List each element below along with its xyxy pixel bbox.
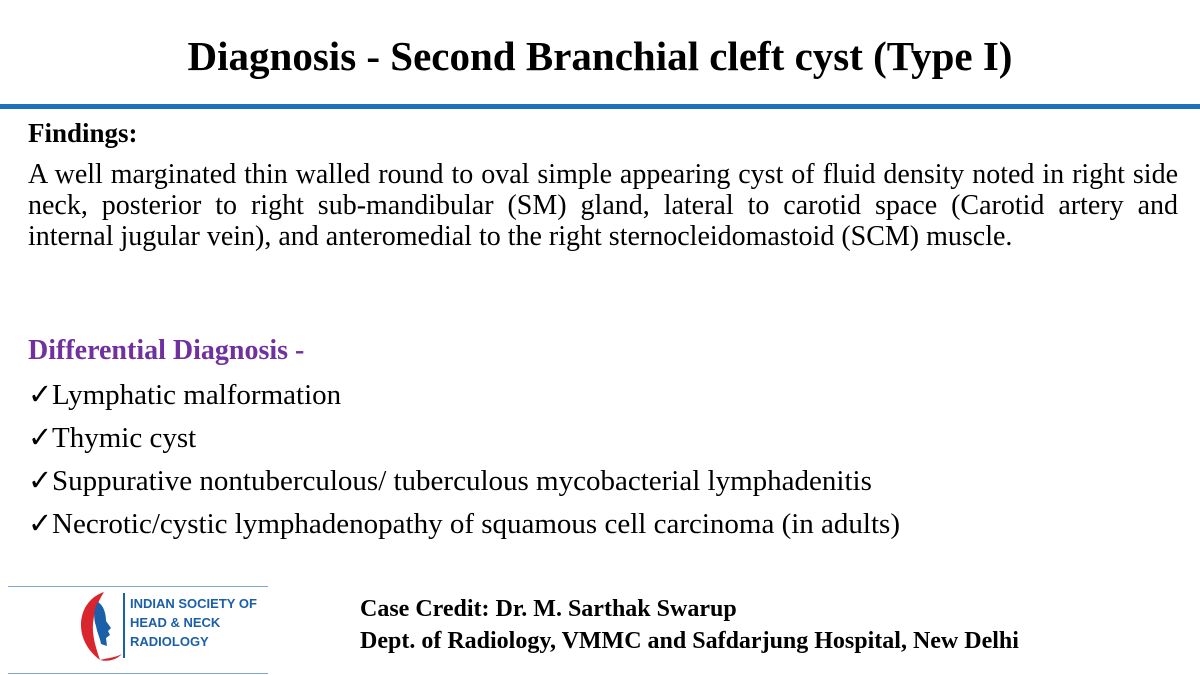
logo-divider — [123, 593, 125, 658]
logo-line-1: INDIAN SOCIETY OF — [130, 596, 257, 611]
logo-line-2: HEAD & NECK — [130, 615, 221, 630]
list-item-label: Suppurative nontuberculous/ tuberculous mycobacterial lymphadenitis — [52, 465, 872, 497]
checkmark-icon: ✓ — [28, 508, 53, 540]
logo-text — [130, 594, 280, 651]
checkmark-icon: ✓ — [28, 379, 53, 411]
list-item — [28, 503, 900, 546]
case-credit — [360, 593, 1019, 657]
list-item — [28, 417, 900, 460]
head-profile-logo-icon — [74, 588, 124, 668]
credit-line-author: Case Credit: Dr. M. Sarthak Swarup — [360, 596, 737, 622]
list-item-label: Thymic cyst — [52, 422, 197, 454]
credit-line-department: Dept. of Radiology, VMMC and Safdarjung Hospital, New Delhi — [360, 628, 1019, 654]
list-item — [28, 460, 900, 503]
differential-diagnosis-heading: Differential Diagnosis - — [28, 335, 305, 366]
differential-diagnosis-list — [28, 374, 900, 546]
checkmark-icon: ✓ — [28, 422, 53, 454]
society-logo — [74, 588, 274, 668]
logo-line-3: RADIOLOGY — [130, 634, 209, 649]
footer-divider-top — [8, 586, 268, 587]
list-item-label: Necrotic/cystic lymphadenopathy of squamous cell carcinoma (in adults) — [52, 508, 900, 540]
title-divider — [0, 104, 1200, 109]
footer-divider-bottom — [8, 673, 268, 674]
findings-heading: Findings: — [28, 118, 138, 148]
list-item — [28, 374, 900, 417]
slide-title: Diagnosis - Second Branchial cleft cyst (Type I) — [187, 33, 1013, 79]
list-item-label: Lymphatic malformation — [52, 379, 342, 411]
checkmark-icon: ✓ — [28, 465, 53, 497]
findings-paragraph: A well marginated thin walled round to oval simple appearing cyst of fluid density noted in right side neck, posterior to right sub-mandibular (SM) gland, lateral to carotid space (Carotid artery and internal jugular vein), and anteromedial to the right sternocleidomastoid (SCM) muscle. — [28, 159, 1178, 252]
